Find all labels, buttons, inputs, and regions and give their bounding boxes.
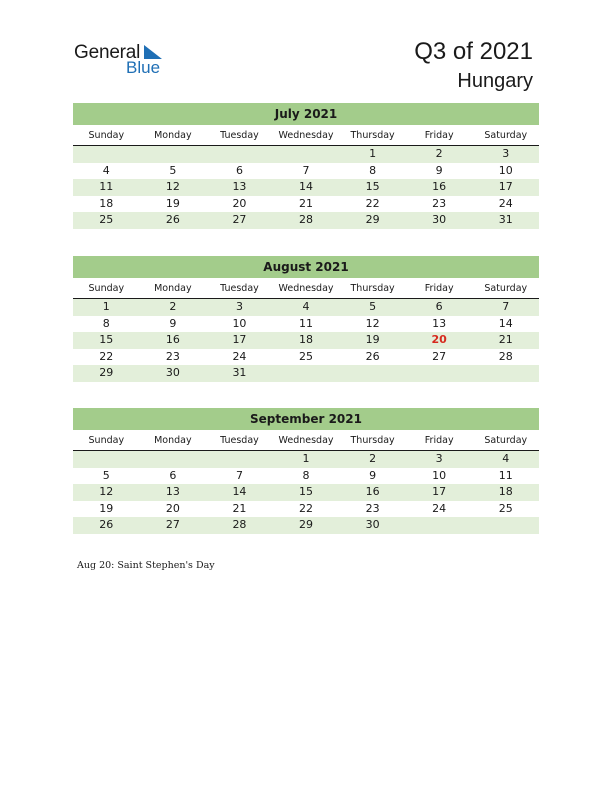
day-cell: 22 xyxy=(99,349,114,363)
weekday-label: Tuesday xyxy=(220,130,259,141)
logo-text-general: General xyxy=(74,42,141,63)
day-cell: 26 xyxy=(365,349,380,363)
day-cell: 6 xyxy=(435,300,443,313)
day-cell: 19 xyxy=(99,501,114,515)
day-cell: 22 xyxy=(299,501,314,515)
day-cell: 3 xyxy=(235,300,243,313)
day-cell xyxy=(140,451,207,468)
weekday-label: Tuesday xyxy=(220,435,259,446)
day-cell: 4 xyxy=(102,163,110,177)
day-cell: 25 xyxy=(498,501,513,515)
day-cell: 8 xyxy=(102,316,110,330)
day-cell: 5 xyxy=(369,300,377,313)
weekday-label: Sunday xyxy=(88,435,125,446)
day-cell: 11 xyxy=(299,316,314,330)
week-row xyxy=(73,484,539,501)
weekday-label: Friday xyxy=(424,130,454,141)
day-cell: 16 xyxy=(432,180,447,193)
day-cell xyxy=(339,365,406,382)
day-cell: 13 xyxy=(432,316,447,330)
day-cell: 8 xyxy=(302,468,310,482)
week-row xyxy=(73,212,539,229)
day-cell: 23 xyxy=(365,501,380,515)
day-cell: 18 xyxy=(498,485,513,498)
day-cell: 13 xyxy=(232,180,247,193)
day-cell: 5 xyxy=(102,468,110,482)
day-cell: 27 xyxy=(232,213,247,226)
day-cell: 29 xyxy=(99,366,114,379)
day-cell: 16 xyxy=(165,333,180,346)
weekday-label: Friday xyxy=(424,435,454,446)
day-cell: 10 xyxy=(232,316,247,330)
day-cell xyxy=(73,146,140,163)
day-cell: 30 xyxy=(432,213,447,226)
holiday-day-cell: 20 xyxy=(431,333,447,346)
weekday-label: Friday xyxy=(424,283,454,294)
day-cell: 6 xyxy=(235,163,243,177)
day-cell: 15 xyxy=(299,485,314,498)
weekday-label: Saturday xyxy=(484,283,528,294)
day-cell: 9 xyxy=(369,468,377,482)
country-name: Hungary xyxy=(457,70,533,92)
day-cell: 14 xyxy=(498,316,513,330)
day-cell: 12 xyxy=(99,485,114,498)
day-cell: 5 xyxy=(169,163,177,177)
day-cell xyxy=(206,146,273,163)
day-cell: 11 xyxy=(498,468,513,482)
day-cell xyxy=(406,365,473,382)
week-row xyxy=(73,468,539,485)
week-row xyxy=(73,451,539,468)
day-cell: 13 xyxy=(165,485,180,498)
page-title: Q3 of 2021 xyxy=(414,38,533,65)
day-cell xyxy=(140,146,207,163)
day-cell xyxy=(206,451,273,468)
day-cell: 30 xyxy=(165,366,180,379)
week-row xyxy=(73,179,539,196)
day-cell xyxy=(273,146,340,163)
day-cell xyxy=(472,517,539,534)
weekday-label: Wednesday xyxy=(278,283,334,294)
weekday-header-row xyxy=(73,431,539,451)
week-row xyxy=(73,196,539,213)
day-cell xyxy=(73,451,140,468)
day-cell: 24 xyxy=(432,501,447,515)
day-cell: 7 xyxy=(502,300,510,313)
day-cell: 18 xyxy=(299,333,314,346)
day-cell: 23 xyxy=(165,349,180,363)
day-cell: 27 xyxy=(432,349,447,363)
day-cell: 24 xyxy=(498,196,513,210)
holiday-notes xyxy=(77,560,215,571)
day-cell: 3 xyxy=(435,452,443,465)
day-cell: 31 xyxy=(498,213,513,226)
month-calendar-august xyxy=(73,256,539,382)
weekday-label: Sunday xyxy=(88,130,125,141)
day-cell: 15 xyxy=(99,333,114,346)
weekday-header-row xyxy=(73,279,539,299)
day-cell xyxy=(406,517,473,534)
day-cell: 10 xyxy=(432,468,447,482)
day-cell: 11 xyxy=(99,180,114,193)
weekday-label: Tuesday xyxy=(220,283,259,294)
weekday-label: Wednesday xyxy=(278,130,334,141)
logo-text-blue: Blue xyxy=(126,58,161,77)
day-cell: 14 xyxy=(232,485,247,498)
weekday-label: Wednesday xyxy=(278,435,334,446)
week-row xyxy=(73,365,539,382)
day-cell: 6 xyxy=(169,468,177,482)
day-cell: 17 xyxy=(432,485,447,498)
month-calendar-july xyxy=(73,103,539,229)
logo xyxy=(74,42,174,78)
day-cell: 15 xyxy=(365,180,380,193)
day-cell xyxy=(273,365,340,382)
week-row xyxy=(73,501,539,518)
weekday-label: Monday xyxy=(154,130,192,141)
holiday-note: Aug 20: Saint Stephen's Day xyxy=(77,560,215,571)
week-row xyxy=(73,146,539,163)
day-cell: 28 xyxy=(498,349,513,363)
day-cell: 31 xyxy=(232,366,247,379)
weekday-label: Monday xyxy=(154,283,192,294)
day-cell xyxy=(472,365,539,382)
day-cell: 7 xyxy=(302,163,310,177)
week-row xyxy=(73,163,539,180)
day-cell: 1 xyxy=(102,300,110,313)
day-cell: 9 xyxy=(169,316,177,330)
day-cell: 19 xyxy=(365,333,380,346)
day-cell: 29 xyxy=(299,518,314,531)
day-cell: 25 xyxy=(99,213,114,226)
day-cell: 2 xyxy=(369,452,377,465)
day-cell: 10 xyxy=(498,163,513,177)
day-cell: 4 xyxy=(302,300,310,313)
week-row xyxy=(73,349,539,366)
day-cell: 12 xyxy=(365,316,380,330)
month-calendar-september xyxy=(73,408,539,534)
day-cell: 2 xyxy=(435,147,443,160)
weekday-header-row xyxy=(73,126,539,146)
day-cell: 28 xyxy=(232,518,247,531)
day-cell: 8 xyxy=(369,163,377,177)
day-cell: 24 xyxy=(232,349,247,363)
day-cell: 17 xyxy=(498,180,513,193)
day-cell: 23 xyxy=(432,196,447,210)
day-cell: 17 xyxy=(232,333,247,346)
day-cell: 2 xyxy=(169,300,177,313)
weekday-label: Monday xyxy=(154,435,192,446)
day-cell: 1 xyxy=(302,452,310,465)
week-row xyxy=(73,517,539,534)
day-cell: 20 xyxy=(165,501,180,515)
month-header: August 2021 xyxy=(73,256,539,278)
week-row xyxy=(73,299,539,316)
weekday-label: Thursday xyxy=(350,130,395,141)
day-cell: 18 xyxy=(99,196,114,210)
day-cell: 12 xyxy=(165,180,180,193)
day-cell: 19 xyxy=(165,196,180,210)
week-row xyxy=(73,316,539,333)
day-cell: 21 xyxy=(299,196,314,210)
weekday-label: Thursday xyxy=(350,435,395,446)
day-cell: 14 xyxy=(299,180,314,193)
day-cell: 26 xyxy=(99,518,114,531)
day-cell: 26 xyxy=(165,213,180,226)
day-cell: 4 xyxy=(502,452,510,465)
day-cell: 16 xyxy=(365,485,380,498)
day-cell: 21 xyxy=(232,501,247,515)
day-cell: 29 xyxy=(365,213,380,226)
weekday-label: Sunday xyxy=(88,283,125,294)
day-cell: 28 xyxy=(299,213,314,226)
week-row xyxy=(73,332,539,349)
day-cell: 9 xyxy=(435,163,443,177)
weekday-label: Saturday xyxy=(484,130,528,141)
day-cell: 30 xyxy=(365,518,380,531)
weekday-label: Thursday xyxy=(350,283,395,294)
month-header: July 2021 xyxy=(73,103,539,125)
day-cell: 21 xyxy=(498,333,513,346)
day-cell: 7 xyxy=(235,468,243,482)
weekday-label: Saturday xyxy=(484,435,528,446)
day-cell: 1 xyxy=(369,147,377,160)
day-cell: 27 xyxy=(165,518,180,531)
day-cell: 25 xyxy=(299,349,314,363)
day-cell: 20 xyxy=(232,196,247,210)
day-cell: 22 xyxy=(365,196,380,210)
day-cell: 3 xyxy=(502,147,510,160)
month-header: September 2021 xyxy=(73,408,539,430)
